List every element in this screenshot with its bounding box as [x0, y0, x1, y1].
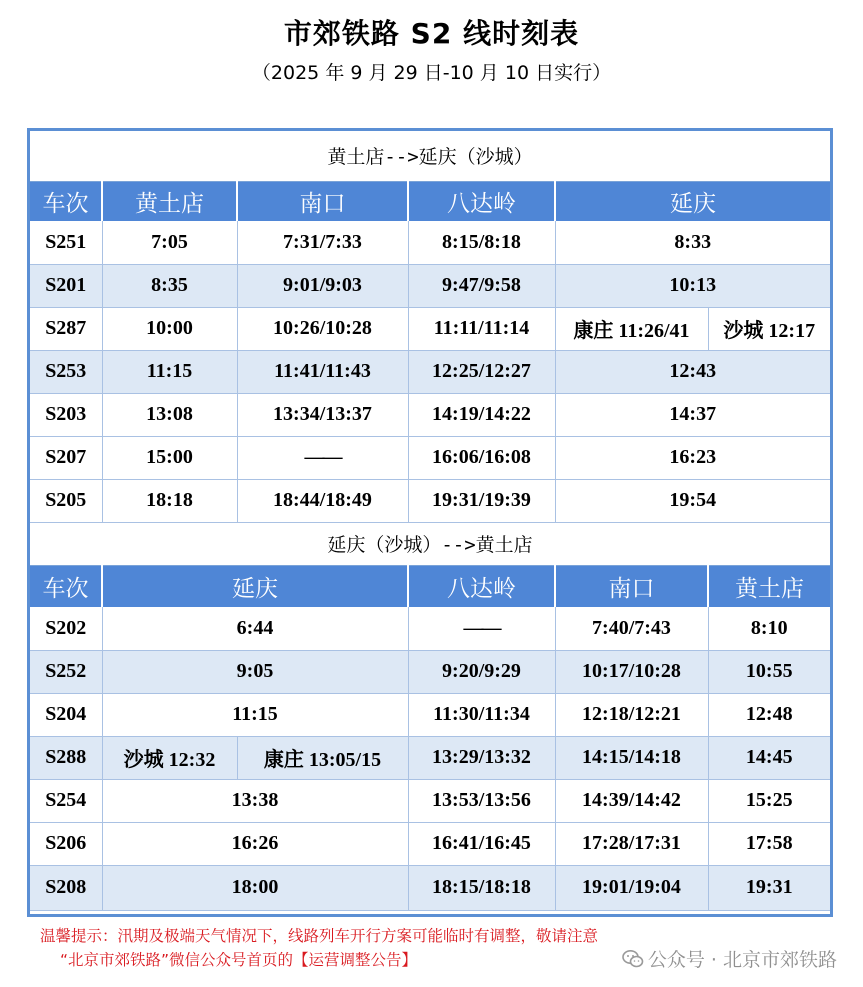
- time-cell: 15:25: [708, 779, 830, 822]
- time-cell: 7:31/7:33: [237, 221, 408, 264]
- time-cell: 10:55: [708, 650, 830, 693]
- table-row: [30, 350, 830, 393]
- table-row: [30, 736, 830, 779]
- header-train: 车次: [30, 565, 102, 607]
- train-number: S202: [30, 607, 102, 650]
- timetable: [30, 131, 830, 911]
- table-row: [30, 221, 830, 264]
- table-row: [30, 607, 830, 650]
- time-cell: 12:43: [555, 350, 830, 393]
- header-nankou: 南口: [555, 565, 708, 607]
- table-row: [30, 436, 830, 479]
- shacheng-time-cell: 沙城 12:32: [102, 736, 237, 779]
- time-cell: 18:15/18:18: [408, 865, 555, 910]
- page-subtitle: （2025 年 9 月 29 日-10 月 10 日实行）: [251, 62, 612, 84]
- train-number: S204: [30, 693, 102, 736]
- kangzhuang-time-cell: 康庄 13:05/15: [237, 736, 408, 779]
- time-cell: 6:44: [102, 607, 408, 650]
- header-huangtudian: 黄土店: [708, 565, 830, 607]
- time-cell: 19:01/19:04: [555, 865, 708, 910]
- table-row: [30, 822, 830, 865]
- time-cell: 14:37: [555, 393, 830, 436]
- time-cell: 10:13: [555, 264, 830, 307]
- time-cell: 11:11/11:14: [408, 307, 555, 350]
- time-cell: 19:54: [555, 479, 830, 522]
- time-cell: 18:44/18:49: [237, 479, 408, 522]
- time-cell: 11:30/11:34: [408, 693, 555, 736]
- time-cell: 9:20/9:29: [408, 650, 555, 693]
- no-stop-dash: ——: [237, 436, 408, 479]
- time-cell: 17:28/17:31: [555, 822, 708, 865]
- train-number: S207: [30, 436, 102, 479]
- time-cell: 11:41/11:43: [237, 350, 408, 393]
- header-train: 车次: [30, 181, 102, 221]
- table-row: [30, 307, 830, 350]
- train-number: S201: [30, 264, 102, 307]
- shacheng-time-cell: 沙城 12:17: [708, 307, 830, 350]
- wechat-icon: [622, 949, 644, 969]
- time-cell: 13:53/13:56: [408, 779, 555, 822]
- train-number: S251: [30, 221, 102, 264]
- time-cell: 10:00: [102, 307, 237, 350]
- time-cell: 10:17/10:28: [555, 650, 708, 693]
- notice: [40, 924, 598, 972]
- train-number: S288: [30, 736, 102, 779]
- train-number: S252: [30, 650, 102, 693]
- watermark-text: 公众号 · 北京市郊铁路: [647, 949, 837, 971]
- time-cell: 14:39/14:42: [555, 779, 708, 822]
- train-number: S287: [30, 307, 102, 350]
- time-cell: 14:15/14:18: [555, 736, 708, 779]
- table-row: [30, 479, 830, 522]
- time-cell: 16:26: [102, 822, 408, 865]
- inbound-direction-label: 延庆（沙城）-->黄土店: [30, 522, 830, 565]
- train-number: S206: [30, 822, 102, 865]
- time-cell: 12:48: [708, 693, 830, 736]
- time-cell: 15:00: [102, 436, 237, 479]
- time-cell: 10:26/10:28: [237, 307, 408, 350]
- time-cell: 14:45: [708, 736, 830, 779]
- inbound-direction-row: [30, 522, 830, 565]
- time-cell: 13:08: [102, 393, 237, 436]
- outbound-direction-row: [30, 131, 830, 181]
- table-row: [30, 650, 830, 693]
- outbound-direction-label: 黄土店-->延庆（沙城）: [30, 131, 830, 181]
- page-title: 市郊铁路 S2 线时刻表: [283, 17, 580, 50]
- table-row: [30, 779, 830, 822]
- time-cell: 14:19/14:22: [408, 393, 555, 436]
- header-badaling: 八达岭: [408, 181, 555, 221]
- time-cell: 16:23: [555, 436, 830, 479]
- table-row: [30, 865, 830, 910]
- time-cell: 11:15: [102, 693, 408, 736]
- time-cell: 13:38: [102, 779, 408, 822]
- kangzhuang-time-cell: 康庄 11:26/41: [555, 307, 708, 350]
- time-cell: 9:47/9:58: [408, 264, 555, 307]
- time-cell: 8:35: [102, 264, 237, 307]
- header-nankou: 南口: [237, 181, 408, 221]
- table-row: [30, 693, 830, 736]
- time-cell: 16:06/16:08: [408, 436, 555, 479]
- header-yanqing: 延庆: [555, 181, 830, 221]
- table-row: [30, 264, 830, 307]
- train-number: S254: [30, 779, 102, 822]
- header-badaling: 八达岭: [408, 565, 555, 607]
- time-cell: 19:31/19:39: [408, 479, 555, 522]
- time-cell: 9:05: [102, 650, 408, 693]
- train-number: S203: [30, 393, 102, 436]
- timetable-board: [27, 128, 833, 917]
- time-cell: 8:33: [555, 221, 830, 264]
- time-cell: 8:15/8:18: [408, 221, 555, 264]
- header-yanqing: 延庆: [102, 565, 408, 607]
- time-cell: 18:18: [102, 479, 237, 522]
- time-cell: 12:25/12:27: [408, 350, 555, 393]
- table-row: [30, 393, 830, 436]
- header-huangtudian: 黄土店: [102, 181, 237, 221]
- time-cell: 9:01/9:03: [237, 264, 408, 307]
- time-cell: 8:10: [708, 607, 830, 650]
- notice-line-2: “北京市郊铁路”微信公众号首页的【运营调整公告】: [60, 951, 418, 969]
- train-number: S208: [30, 865, 102, 910]
- time-cell: 13:29/13:32: [408, 736, 555, 779]
- time-cell: 17:58: [708, 822, 830, 865]
- time-cell: 12:18/12:21: [555, 693, 708, 736]
- train-number: S253: [30, 350, 102, 393]
- time-cell: 18:00: [102, 865, 408, 910]
- no-stop-dash: ——: [408, 607, 555, 650]
- notice-line-1: 温馨提示：汛期及极端天气情况下，线路列车开行方案可能临时有调整，敬请注意: [40, 927, 599, 945]
- time-cell: 16:41/16:45: [408, 822, 555, 865]
- time-cell: 7:40/7:43: [555, 607, 708, 650]
- time-cell: 13:34/13:37: [237, 393, 408, 436]
- time-cell: 19:31: [708, 865, 830, 910]
- train-number: S205: [30, 479, 102, 522]
- time-cell: 7:05: [102, 221, 237, 264]
- watermark: [622, 945, 837, 972]
- time-cell: 11:15: [102, 350, 237, 393]
- inbound-header-row: [30, 565, 830, 607]
- outbound-header-row: [30, 181, 830, 221]
